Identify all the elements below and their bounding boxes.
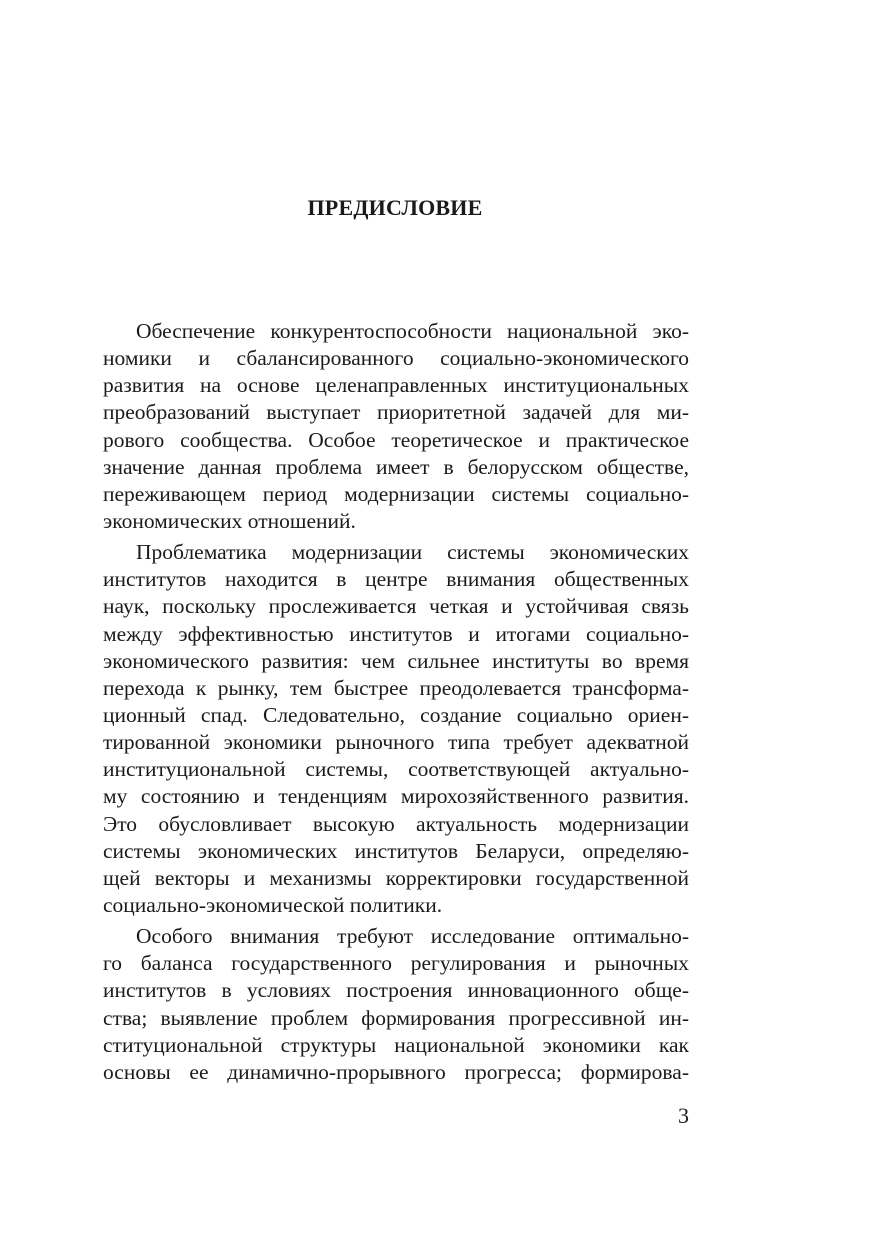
paragraph-2-line-13: щей векторы и механизмы корректировки государственной	[103, 865, 689, 890]
paragraph-2-line-9: институциональной системы, соответствующей актуально-	[103, 757, 689, 782]
page-number: 3	[678, 1103, 689, 1128]
paragraph-2-line-5: экономического развития: чем сильнее институты во время	[103, 648, 689, 673]
paragraph-2-line-4: между эффективностью институтов и итогами социально-	[103, 621, 689, 646]
paragraph-2-line-8: тированной экономики рыночного типа требует адекватной	[103, 730, 689, 755]
paragraph-1-line-8: экономических отношений.	[103, 508, 356, 533]
paragraph-3-line-4: ства; выявление проблем формирования прогрессивной ин-	[103, 1005, 689, 1030]
paragraph-3-line-1: Особого внимания требуют исследование оптимально-	[136, 924, 689, 949]
paragraph-2-line-12: системы экономических институтов Беларуси, определяю-	[103, 838, 689, 863]
paragraph-2-line-14: социально-экономической политики.	[103, 892, 443, 917]
paragraph-3-line-5: ституциональной структуры национальной экономики как	[103, 1032, 689, 1057]
paragraph-1-line-2: номики и сбалансированного социально-экономического	[103, 346, 689, 371]
paragraph-1-line-5: рового сообщества. Особое теоретическое и практическое	[103, 427, 689, 452]
paragraph-3-line-3: институтов в условиях построения инновационного обще-	[103, 978, 689, 1003]
paragraph-2-line-1: Проблематика модернизации системы экономических	[136, 540, 689, 565]
paragraph-2-line-10: му состоянию и тенденциям мирохозяйственного развития.	[103, 784, 689, 809]
paragraph-3-line-6: основы ее динамично-прорывного прогресса; формирова-	[103, 1059, 689, 1084]
paragraph-2-line-6: перехода к рынку, тем быстрее преодолевается трансформа-	[103, 675, 689, 700]
paragraph-1-line-4: преобразований выступает приоритетной задачей для ми-	[103, 400, 689, 425]
paragraph-1-line-1: Обеспечение конкурентоспособности национальной эко-	[136, 319, 689, 343]
page-title: ПРЕДИСЛОВИЕ	[307, 195, 483, 220]
paragraph-2-line-2: институтов находится в центре внимания общественных	[103, 567, 689, 592]
paragraph-1-line-3: развития на основе целенаправленных институциональных	[103, 373, 689, 398]
paragraph-1-line-7: переживающем период модернизации системы социально-	[103, 481, 689, 506]
paragraph-2-line-11: Это обусловливает высокую актуальность модернизации	[103, 811, 689, 836]
paragraph-1-line-6: значение данная проблема имеет в белорусском обществе,	[103, 454, 689, 479]
paragraph-2-line-7: ционный спад. Следовательно, создание социально ориен-	[103, 702, 689, 727]
paragraph-3-line-2: го баланса государственного регулирования и рыночных	[103, 951, 689, 976]
body-text	[103, 318, 689, 1086]
paragraph-2-line-3: наук, поскольку прослеживается четкая и устойчивая связь	[103, 594, 689, 619]
